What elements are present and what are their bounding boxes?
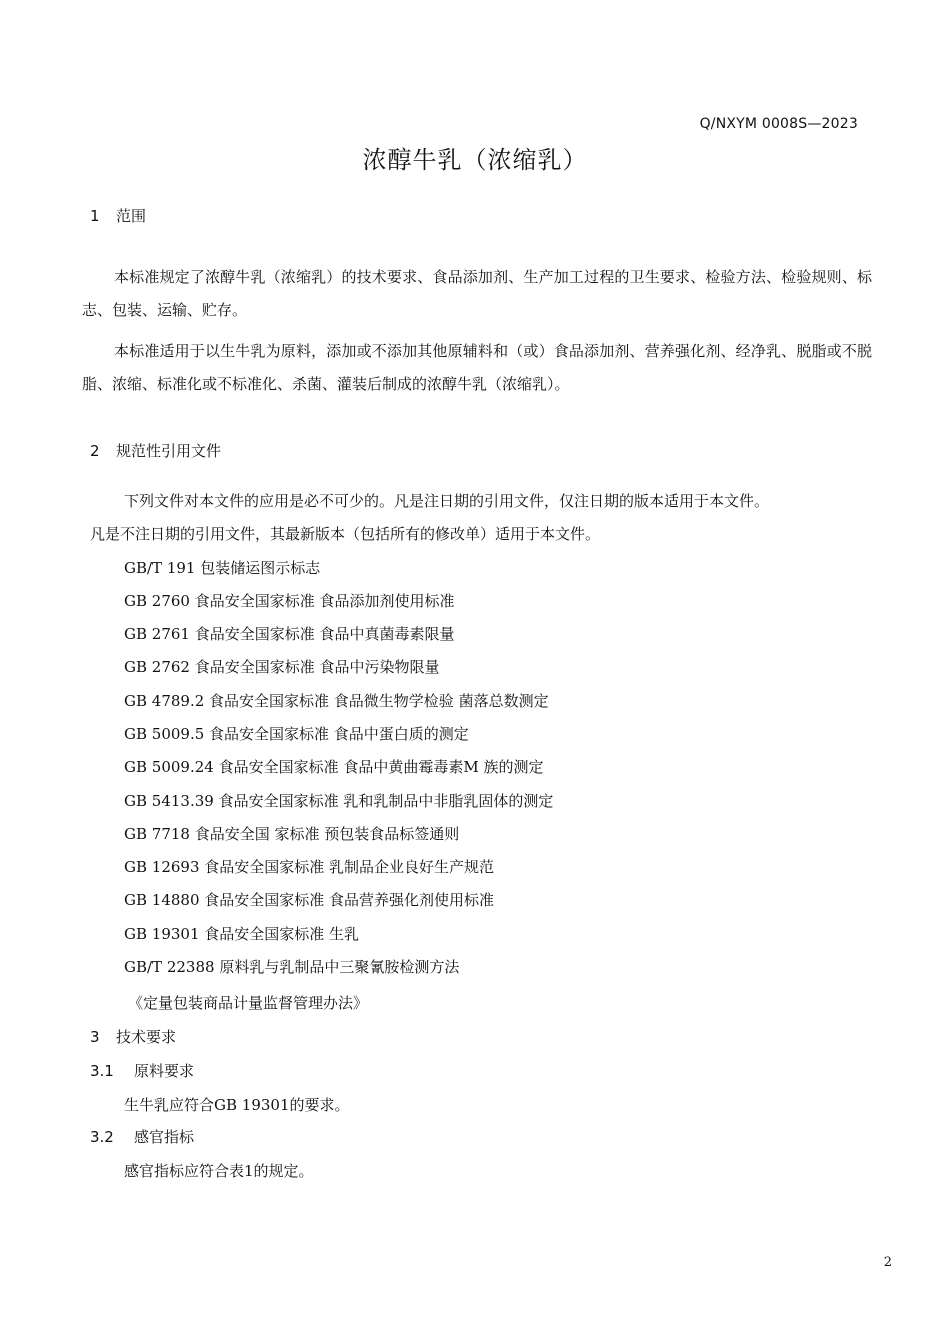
reference-item: GB/T 22388 原料乳与乳制品中三聚氰胺检测方法 xyxy=(124,958,460,976)
subsection-number: 3.2 xyxy=(90,1128,114,1146)
section-number: 3 xyxy=(90,1028,100,1046)
section-1-paragraph-2: 本标准适用于以生牛乳为原料，添加或不添加其他原辅料和（或）食品添加剂、营养强化剂、经净乳、脱脂或不脱脂、浓缩、标准化或不标准化、杀菌、灌装后制成的浓醇牛乳（浓缩乳）。 xyxy=(82,342,872,393)
section-title: 技术要求 xyxy=(116,1028,177,1046)
section-3-heading xyxy=(90,1026,176,1047)
reference-item: GB 5413.39 食品安全国家标准 乳和乳制品中非脂乳固体的测定 xyxy=(124,792,554,810)
reference-item: 《定量包装商品计量监督管理办法》 xyxy=(128,994,369,1012)
section-2-heading xyxy=(90,440,221,461)
document-title: 浓醇牛乳（浓缩乳） xyxy=(362,146,588,174)
reference-item: GB 4789.2 食品安全国家标准 食品微生物学检验 菌落总数测定 xyxy=(124,692,549,710)
subsection-3-1-heading xyxy=(90,1060,194,1081)
subsection-3-2-heading xyxy=(90,1126,194,1147)
reference-item: GB 12693 食品安全国家标准 乳制品企业良好生产规范 xyxy=(124,858,495,876)
section-number: 2 xyxy=(90,442,100,460)
section-2-intro-line-1: 下列文件对本文件的应用是必不可少的。凡是注日期的引用文件，仅注日期的版本适用于本文件。 xyxy=(124,492,770,510)
reference-item: GB 5009.5 食品安全国家标准 食品中蛋白质的测定 xyxy=(124,725,469,743)
section-1-heading xyxy=(90,205,146,226)
reference-item: GB 2760 食品安全国家标准 食品添加剂使用标准 xyxy=(124,592,455,610)
standard-code: Q/NXYM 0008S—2023 xyxy=(699,116,858,132)
reference-item: GB/T 191 包装储运图示标志 xyxy=(124,559,321,577)
page-number: 2 xyxy=(883,1255,892,1270)
reference-item: GB 19301 食品安全国家标准 生乳 xyxy=(124,925,360,943)
subsection-title: 原料要求 xyxy=(134,1062,195,1080)
section-title: 范围 xyxy=(116,207,147,225)
reference-item: GB 5009.24 食品安全国家标准 食品中黄曲霉毒素M 族的测定 xyxy=(124,758,544,776)
section-number: 1 xyxy=(90,207,100,225)
reference-item: GB 14880 食品安全国家标准 食品营养强化剂使用标准 xyxy=(124,891,495,909)
subsection-title: 感官指标 xyxy=(134,1128,195,1146)
reference-item: GB 7718 食品安全国 家标准 预包装食品标签通则 xyxy=(124,825,460,843)
section-2-intro-line-2: 凡是不注日期的引用文件，其最新版本（包括所有的修改单）适用于本文件。 xyxy=(90,525,601,543)
section-title: 规范性引用文件 xyxy=(116,442,222,460)
section-1-paragraph-1: 本标准规定了浓醇牛乳（浓缩乳）的技术要求、食品添加剂、生产加工过程的卫生要求、检验方法、检验规则、标志、包装、运输、贮存。 xyxy=(82,268,872,319)
reference-item: GB 2762 食品安全国家标准 食品中污染物限量 xyxy=(124,658,440,676)
subsection-number: 3.1 xyxy=(90,1062,114,1080)
reference-item: GB 2761 食品安全国家标准 食品中真菌毒素限量 xyxy=(124,625,455,643)
subsection-3-2-text: 感官指标应符合表1的规定。 xyxy=(124,1162,314,1180)
subsection-3-1-text: 生牛乳应符合GB 19301的要求。 xyxy=(124,1096,350,1114)
